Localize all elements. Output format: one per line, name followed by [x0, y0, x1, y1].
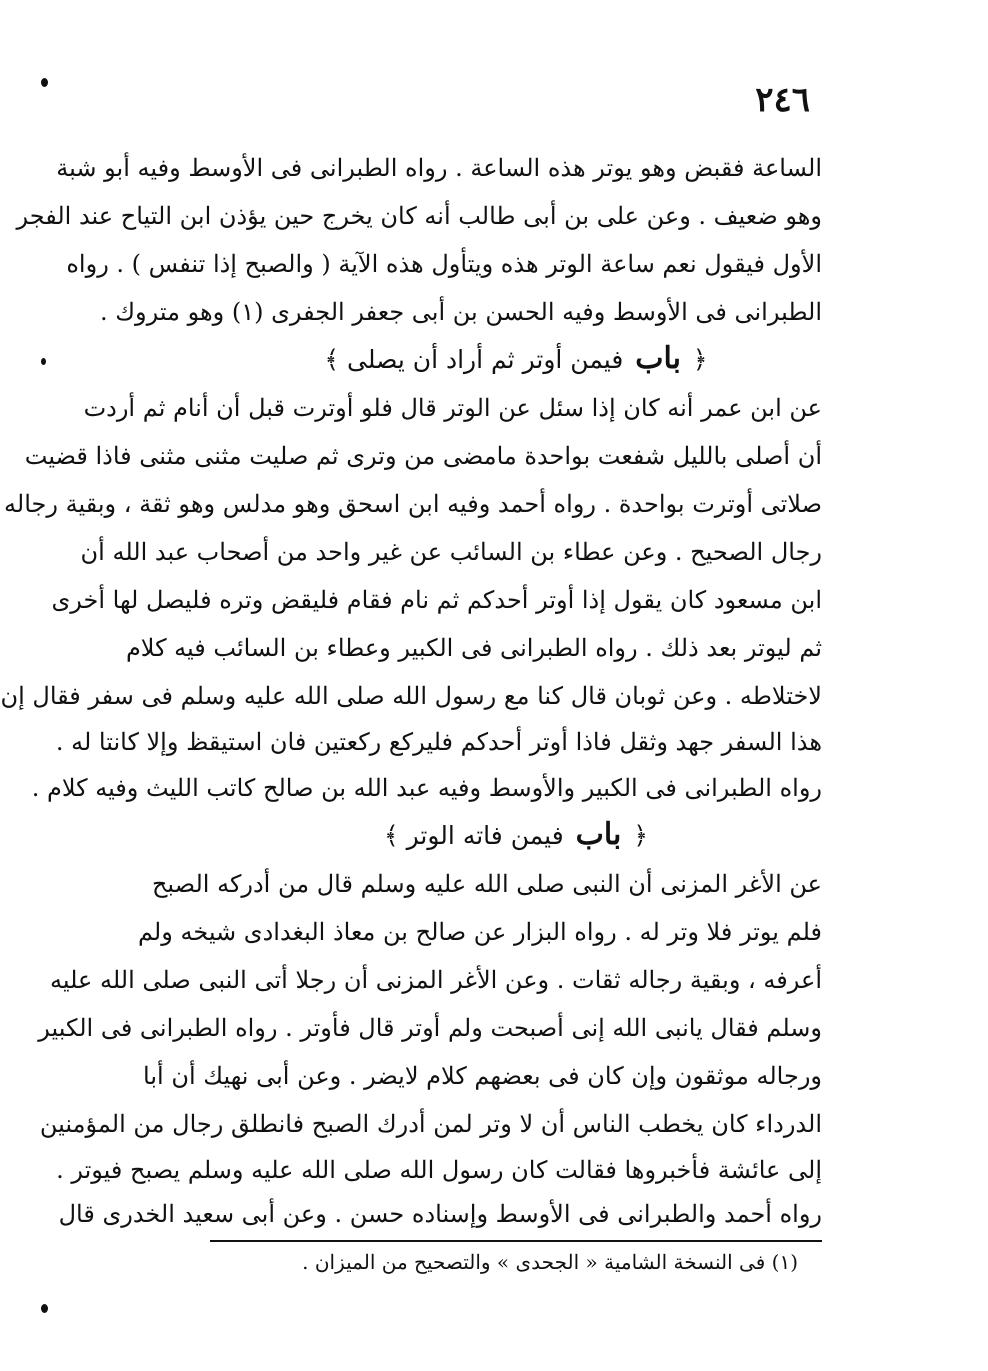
heading-bab: باب [635, 341, 681, 376]
text-line: هذا السفر جهد وثقل فاذا أوتر أحدكم فليركع ركعتين فان استيقظ وإلا كانتا له . [55, 728, 822, 756]
text-line: عن ابن عمر أنه كان إذا سئل عن الوتر قال فلو أوترت قبل أن أنام ثم أردت [83, 394, 822, 422]
text-line: رواه الطبرانى فى الكبير والأوسط وفيه عبد الله بن صالح كاتب الليث وفيه كلام . [31, 774, 822, 802]
text-line: لاختلاطه . وعن ثوبان قال كنا مع رسول الله صلى الله عليه وسلم فى سفر فقال إن [0, 682, 822, 710]
page-number: ٢٤٦ [755, 80, 810, 120]
heading-title: فيمن أوتر ثم أراد أن يصلى [347, 345, 624, 374]
text-line: الطبرانى فى الأوسط وفيه الحسن بن أبى جعفر الجفرى (١) وهو متروك . [99, 298, 822, 326]
section-heading [210, 342, 822, 377]
footnote-rule [210, 1240, 822, 1242]
heading-close-bracket: ﴾ [324, 345, 340, 374]
section-heading [210, 818, 822, 853]
text-line: أعرفه ، وبقية رجاله ثقات . وعن الأغر المزنى أن رجلا أتى النبى صلى الله عليه [49, 966, 822, 994]
heading-bab: باب [575, 817, 622, 852]
heading-open-bracket: ﴿ [692, 345, 708, 374]
heading-close-bracket: ﴾ [384, 821, 399, 850]
text-line: رواه أحمد والطبرانى فى الأوسط وإسناده حسن . وعن أبى سعيد الخدرى قال [58, 1200, 822, 1228]
text-line: وسلم فقال يانبى الله إنى أصبحت ولم أوتر قال فأوتر . رواه الطبرانى فى الكبير [38, 1014, 822, 1042]
text-line: الساعة فقبض وهو يوتر هذه الساعة . رواه الطبرانى فى الأوسط وفيه أبو شبة [56, 154, 822, 182]
text-line: صلاتى أوترت بواحدة . رواه أحمد وفيه ابن اسحق وهو مدلس وهو ثقة ، وبقية رجاله [4, 490, 822, 518]
text-line: عن الأغر المزنى أن النبى صلى الله عليه وسلم قال من أدركه الصبح [151, 870, 822, 898]
text-line: فلم يوتر فلا وتر له . رواه البزار عن صالح بن معاذ البغدادى شيخه ولم [137, 918, 822, 946]
text-line: إلى عائشة فأخبروها فقالت كان رسول الله صلى الله عليه وسلم يصبح فيوتر . [56, 1156, 822, 1184]
text-line: الدرداء كان يخطب الناس أن لا وتر لمن أدرك الصبح فانطلق رجال من المؤمنين [39, 1110, 822, 1138]
scan-speck [41, 358, 46, 365]
footnote: (١) فى النسخة الشامية « الجحدى » والتصحيح من الميزان . [302, 1250, 798, 1274]
text-line: ابن مسعود كان يقول إذا أوتر أحدكم ثم نام فقام فليقض وتره فليصل لها أخرى [51, 586, 822, 614]
scan-speck [41, 78, 48, 87]
scan-speck [41, 1304, 48, 1313]
text-line: ورجاله موثقون وإن كان فى بعضهم كلام لايضر . وعن أبى نهيك أن أبا [143, 1062, 822, 1090]
text-line: الأول فيقول نعم ساعة الوتر هذه ويتأول هذه الآية ( والصبح إذا تنفس ) . رواه [66, 250, 822, 278]
heading-open-bracket: ﴿ [633, 821, 648, 850]
heading-title: فيمن فاته الوتر [406, 821, 564, 850]
text-line: ثم ليوتر بعد ذلك . رواه الطبرانى فى الكبير وعطاء بن السائب فيه كلام [125, 634, 822, 662]
text-line: رجال الصحيح . وعن عطاء بن السائب عن غير واحد من أصحاب عبد الله أن [80, 538, 822, 566]
text-line: وهو ضعيف . وعن على بن أبى طالب أنه كان يخرج حين يؤذن ابن التياح عند الفجر [16, 202, 822, 230]
text-line: أن أصلى بالليل شفعت بواحدة مامضى من وترى ثم صليت مثنى مثنى فاذا قضيت [24, 442, 822, 470]
